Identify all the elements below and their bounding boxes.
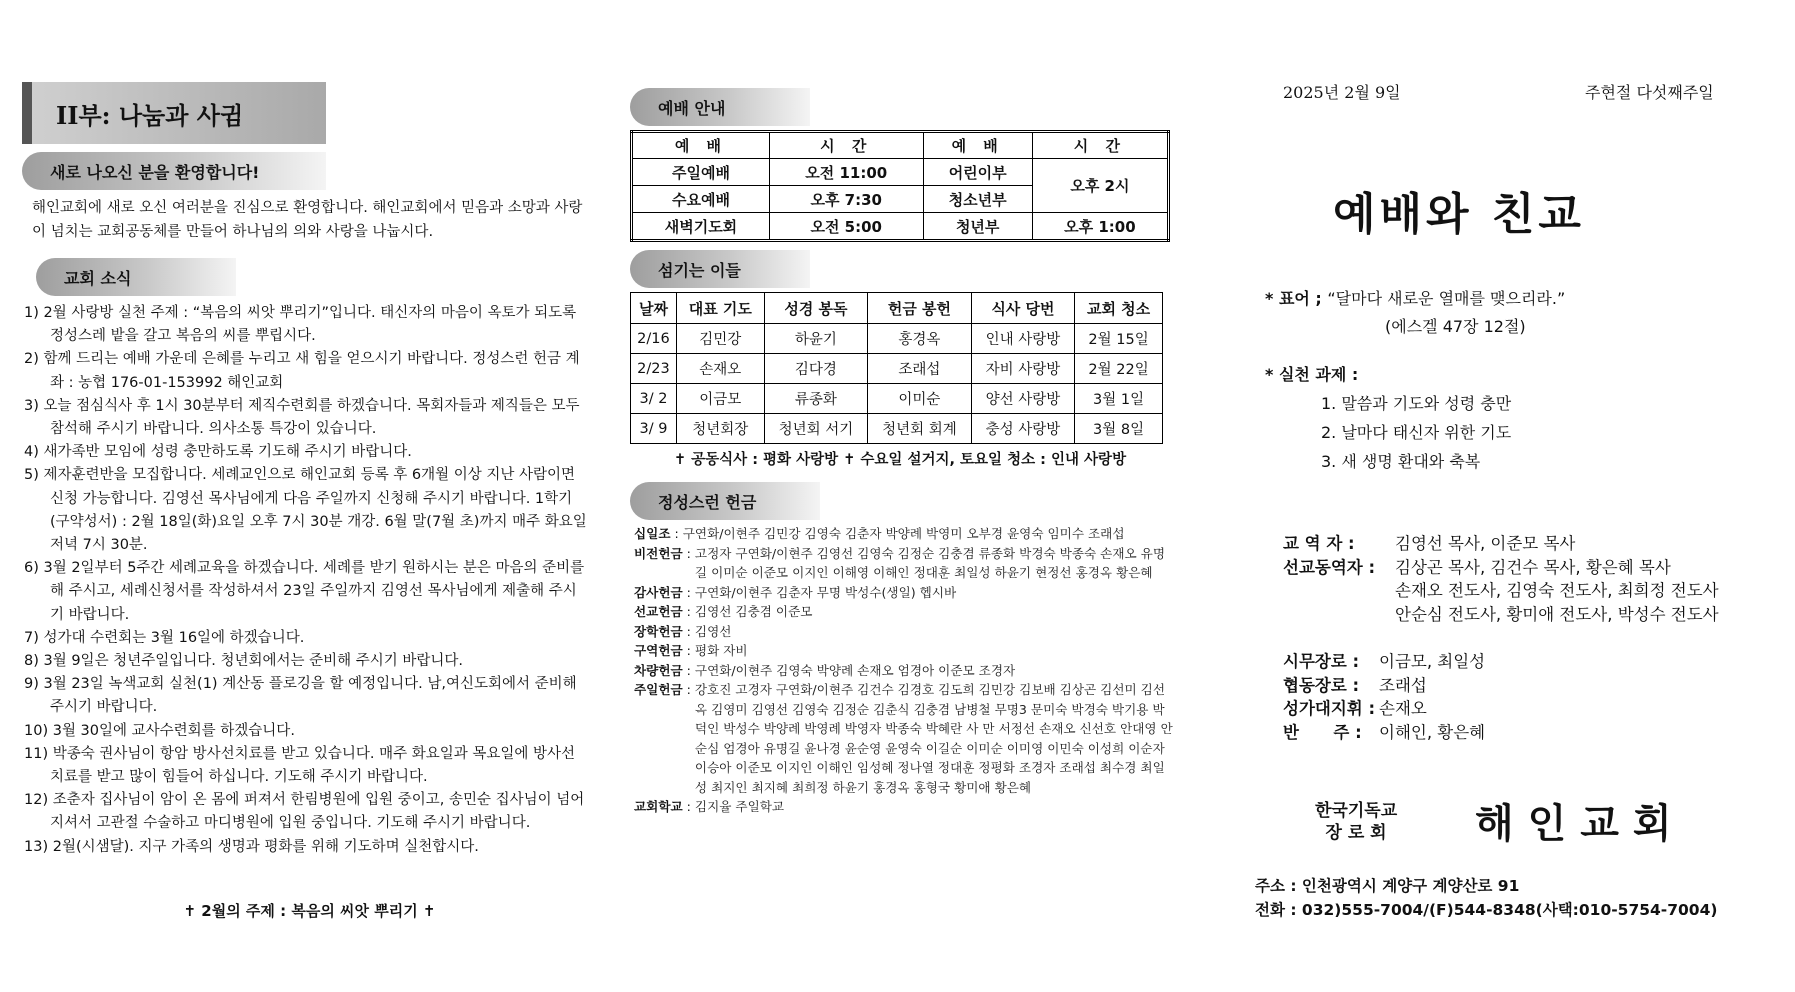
list-item <box>1283 579 1719 603</box>
staff-names: 안순심 전도사, 황미애 전도사, 박성수 전도사 <box>1395 604 1719 624</box>
worship-header: 시 간 <box>769 132 923 159</box>
staff-role: 교 역 자 : <box>1283 534 1355 553</box>
servers-cell: 충성 사랑방 <box>971 414 1074 444</box>
list-item <box>1283 650 1485 674</box>
news-item: 7) 성가대 수련회는 3월 16일에 하겠습니다. <box>24 629 305 646</box>
bulletin-date: 2025년 2월 9일 <box>1283 83 1401 102</box>
tasks-label: * 실천 과제 : <box>1265 365 1359 384</box>
list-item: 장학헌금 : 김영선 <box>634 622 1174 642</box>
news-item: 1) 2월 사랑방 실천 주제 : “복음의 씨앗 뿌리기”입니다. 태신자의 마음이 옥토가 되도록 정성스레 밭을 갈고 복음의 씨를 뿌립시다. <box>24 305 577 345</box>
servers-cell: 홍경옥 <box>868 324 971 354</box>
news-item: 4) 새가족반 모임에 성령 충만하도록 기도해 주시기 바랍니다. <box>24 444 412 461</box>
offering-label: 십일조 <box>634 526 671 541</box>
welcome-text: 해인교회에 새로 오신 여러분을 진심으로 환영합니다. 해인교회에서 믿음과 소망과 사랑이 넘치는 교회공동체를 만들어 하나님의 의와 사랑을 나눕시다. <box>32 200 583 240</box>
servers-cell: 청년회장 <box>676 414 764 444</box>
offering-label: 감사헌금 <box>634 584 683 600</box>
staff-role: 선교동역자 : <box>1283 557 1376 577</box>
list-item: 비전헌금 : 고정자 구연화/이현주 김영선 김영숙 김정순 김충겸 류종화 박경숙 박종숙 손재오 유명길 이미순 이준모 이지인 이해영 이해인 정대훈 최일성 하윤기 현정선 홍경옥 황은혜 <box>634 544 1174 583</box>
servers-cell: 3/ 2 <box>631 384 677 414</box>
servers-cell: 자비 사랑방 <box>971 354 1074 384</box>
news-item: 11) 박종숙 권사님이 항암 방사선치료를 받고 있습니다. 매주 화요일과 목요일에 방사선 치료를 받고 많이 힘들어 하십니다. 기도해 주시기 바랍니다. <box>24 745 576 786</box>
list-item: 감사헌금 : 구연화/이현주 김춘자 무명 박성수(생일) 헵시바 <box>634 583 1174 603</box>
offering-names: 평화 자비 <box>694 643 748 658</box>
servers-header: 날짜 <box>631 293 677 324</box>
worship-cell: 오전 5:00 <box>769 213 923 241</box>
servers-header: 대표 기도 <box>676 293 764 324</box>
list-item: 구역헌금 : 평화 자비 <box>634 641 1174 661</box>
denomination <box>1315 800 1397 844</box>
worship-cell: 새벽기도회 <box>632 213 770 241</box>
motto-reference: (에스겔 47장 12절) <box>1385 317 1526 336</box>
news-item: 5) 제자훈련반을 모집합니다. 세례교인으로 해인교회 등록 후 6개월 이상 지난 사람이면 신청 가능합니다. 김영선 목사님에게 다음 주일까지 신청해 주시기 바랍니다. 1학기(구약성서) : 2월 18일(화)요일 오후 7시 30분 개강. 6월 말(7월 초)까지 매주 화요일 저녁 7시 30분. <box>24 467 587 554</box>
servers-cell: 하윤기 <box>764 324 867 354</box>
elder-role: 협동장로 : <box>1283 675 1360 695</box>
worship-heading: 예배 안내 <box>630 88 810 126</box>
theme-footer: ✝ 2월의 주제 : 복음의 씨앗 뿌리기 ✝ <box>183 902 436 920</box>
servers-cell: 3월 8일 <box>1075 414 1163 444</box>
worship-cell: 오후 1:00 <box>1032 213 1168 241</box>
offering-label: 장학헌금 <box>634 623 683 639</box>
offering-heading: 정성스런 헌금 <box>630 482 820 520</box>
worship-header: 예 배 <box>923 132 1032 159</box>
servers-cell: 청년회 서기 <box>764 414 867 444</box>
staff-role <box>1283 579 1395 603</box>
staff-names: 손재오 전도사, 김영숙 전도사, 최희정 전도사 <box>1395 581 1719 600</box>
offering-names: 구연화/이현주 김춘자 무명 박성수(생일) 헵시바 <box>694 584 957 600</box>
worship-cell: 오후 2시 <box>1032 159 1168 213</box>
servers-header: 헌금 봉헌 <box>868 293 971 324</box>
worship-cell: 오후 7:30 <box>769 186 923 213</box>
servers-cell: 이미순 <box>868 384 971 414</box>
church-address: 주소 : 인천광역시 계양구 계양산로 91 <box>1255 877 1520 895</box>
worship-cell: 청소년부 <box>923 186 1032 213</box>
staff-names: 김상곤 목사, 김건수 목사, 황은혜 목사 <box>1395 557 1671 577</box>
denomination-line-1: 한국기독교 <box>1315 801 1398 821</box>
news-heading: 교회 소식 <box>36 258 236 296</box>
list-item <box>1283 697 1485 721</box>
list-item <box>1283 556 1719 580</box>
servers-heading: 섬기는 이들 <box>630 250 810 288</box>
news-item: 9) 3월 23일 녹색교회 실천(1) 계산동 플로깅을 할 예정입니다. 남,여신도회에서 준비해 주시기 바랍니다. <box>24 676 577 716</box>
offering-names: 김영선 김충겸 이준모 <box>694 604 813 619</box>
servers-cell: 2/23 <box>631 354 677 384</box>
servers-cell: 류종화 <box>764 384 867 414</box>
offering-names: 김영선 <box>694 623 732 639</box>
worship-header: 예 배 <box>632 132 770 159</box>
offering-names: 강호진 고경자 구연화/이현주 김건수 김경호 김도희 김민강 김보배 김상곤 김선미 김선옥 김영미 김영선 김영숙 김정순 김춘식 김충겸 남병철 무명3 문미숙 박경숙 박기용 박덕인 박성수 박양례 박영례 박영자 박종숙 박혜란 사 만 서정선 손재오 신선호 안대영 안순심 엄경아 유명길 윤나경 윤순영 윤영숙 이길순 이미순 이미영 이민숙 이성희 이순자 이승아 이준모 이지인 이해인 임성혜 정나열 정대훈 정평화 조경자 조래섭 최수경 최일성 최지인 최지혜 최희정 하윤기 홍경옥 홍형국 황미애 황은혜 <box>694 682 1173 795</box>
liturgical-season: 주현절 다섯째주일 <box>1585 83 1714 102</box>
servers-cell: 양선 사랑방 <box>971 384 1074 414</box>
offering-label: 구역헌금 <box>634 643 683 658</box>
offering-names: 고정자 구연화/이현주 김영선 김영숙 김정순 김충겸 류종화 박경숙 박종숙 손재오 유명길 이미순 이준모 이지인 이해영 이해인 정대훈 최일성 하윤기 현정선 홍경옥 황은혜 <box>694 545 1165 580</box>
table-row <box>631 384 1163 414</box>
servers-cell: 2월 22일 <box>1075 354 1163 384</box>
servers-cell: 2/16 <box>631 324 677 354</box>
list-item <box>1283 603 1719 627</box>
worship-cell: 주일예배 <box>632 159 770 186</box>
worship-cell: 수요예배 <box>632 186 770 213</box>
list-item: 교회학교 : 김지율 주일학교 <box>634 797 1174 817</box>
news-item: 12) 조춘자 집사님이 암이 온 몸에 퍼져서 한림병원에 입원 중이고, 송민순 집사님이 넘어지셔서 고관절 수술하고 마디병원에 입원 중입니다. 기도해 주시기 바랍니다. <box>24 792 585 832</box>
worship-cell: 오전 11:00 <box>769 159 923 186</box>
list-item: 선교헌금 : 김영선 김충겸 이준모 <box>634 602 1174 622</box>
church-name: 해인교회 <box>1475 801 1686 847</box>
servers-header: 교회 청소 <box>1075 293 1163 324</box>
part-title: II부: 나눔과 사귐 <box>22 82 326 144</box>
news-item: 8) 3월 9일은 청년주일입니다. 청년회에서는 준비해 주시기 바랍니다. <box>24 653 463 670</box>
offering-names: 구연화/이현주 김민강 김영숙 김춘자 박양례 박영미 오부경 윤영숙 임미수 조래섭 <box>682 526 1125 541</box>
task-item: 1. 말씀과 기도와 성령 충만 <box>1321 394 1512 413</box>
news-list <box>24 302 589 859</box>
table-row <box>631 414 1163 444</box>
offering-label: 교회학교 <box>634 799 683 814</box>
staff-list <box>1283 532 1719 626</box>
offering-label: 비전헌금 <box>634 545 683 561</box>
church-phone: 전화 : 032)555-7004/(F)544-8348(사택:010-5754-7004) <box>1255 901 1718 919</box>
elder-names: 손재오 <box>1379 699 1427 718</box>
task-item: 3. 새 생명 환대와 축복 <box>1321 452 1481 471</box>
servers-header: 식사 당번 <box>971 293 1074 324</box>
denomination-line-2: 장 로 회 <box>1325 823 1387 843</box>
list-item <box>1283 532 1719 556</box>
table-row <box>631 324 1163 354</box>
servers-cell: 이금모 <box>676 384 764 414</box>
servers-cell: 김다경 <box>764 354 867 384</box>
worship-table <box>630 130 1170 242</box>
servers-cell: 청년회 회계 <box>868 414 971 444</box>
elders-list <box>1283 650 1485 744</box>
elder-names: 이해인, 황은혜 <box>1379 722 1486 742</box>
task-item: 2. 날마다 태신자 위한 기도 <box>1321 423 1512 442</box>
elder-names: 조래섭 <box>1379 675 1427 695</box>
news-item: 10) 3월 30일에 교사수련회를 하겠습니다. <box>24 722 295 739</box>
news-item: 6) 3월 2일부터 5주간 세례교육을 하겠습니다. 세례를 받기 원하시는 분은 마음의 준비를 해 주시고, 세례신청서를 작성하셔서 23일 주일까지 김영선 목사님에게 제출해 주시기 바랍니다. <box>24 560 585 623</box>
motto-label: * 표어 ; <box>1265 289 1328 308</box>
list-item: 차량헌금 : 구연화/이현주 김영숙 박양례 손재오 엄경아 이준모 조경자 <box>634 661 1174 681</box>
servers-note: ✝ 공동식사 : 평화 사랑방 ✝ 수요일 설거지, 토요일 청소 : 인내 사랑방 <box>673 452 1127 468</box>
worship-header: 시 간 <box>1032 132 1168 159</box>
servers-cell: 인내 사랑방 <box>971 324 1074 354</box>
staff-role <box>1283 603 1395 627</box>
offering-names: 김지율 주일학교 <box>694 799 785 814</box>
servers-header: 성경 봉독 <box>764 293 867 324</box>
servers-cell: 조래섭 <box>868 354 971 384</box>
motto <box>1265 286 1565 309</box>
worship-cell: 청년부 <box>923 213 1032 241</box>
servers-cell: 2월 15일 <box>1075 324 1163 354</box>
news-item: 3) 오늘 점심식사 후 1시 30분부터 제직수련회를 하겠습니다. 목회자들과 제직들은 모두 참석해 주시기 바랍니다. 의사소통 특강이 있습니다. <box>24 397 580 438</box>
motto-text: “달마다 새로운 열매를 맺으리라.” <box>1327 289 1566 308</box>
offering-label: 차량헌금 <box>634 662 683 678</box>
list-item <box>1283 721 1485 745</box>
list-item: 십일조 : 구연화/이현주 김민강 김영숙 김춘자 박양례 박영미 오부경 윤영숙 임미수 조래섭 <box>634 524 1174 544</box>
elder-role: 시무장로 : <box>1283 652 1360 671</box>
worship-cell: 어린이부 <box>923 159 1032 186</box>
elder-names: 이금모, 최일성 <box>1379 652 1486 671</box>
offering-list <box>634 524 1174 817</box>
list-item <box>1283 674 1485 698</box>
elder-role: 성가대지휘 : <box>1283 699 1376 718</box>
staff-names: 김영선 목사, 이준모 목사 <box>1395 534 1576 553</box>
page-title: 예배와 친교 <box>1333 189 1585 240</box>
list-item: 주일헌금 : 강호진 고경자 구연화/이현주 김건수 김경호 김도희 김민강 김보배 김상곤 김선미 김선옥 김영미 김영선 김영숙 김정순 김춘식 김충겸 남병철 무명3 문미숙 박경숙 박기용 박덕인 박성수 박양례 박영례 박영자 박종숙 박혜란 사 만 서정선 손재오 신선호 안대영 안순심 엄경아 유명길 윤나경 윤순영 윤영숙 이길순 이미순 이미영 이민숙 이성희 이순자 이승아 이준모 이지인 이해인 임성혜 정나열 정대훈 정평화 조경자 조래섭 최수경 최일성 최지인 최지혜 최희정 하윤기 홍경옥 홍형국 황미애 황은혜 <box>634 680 1174 797</box>
elder-role: 반 주 : <box>1283 722 1362 742</box>
servers-table <box>630 292 1163 444</box>
offering-names: 구연화/이현주 김영숙 박양례 손재오 엄경아 이준모 조경자 <box>694 662 1016 678</box>
news-item: 2) 함께 드리는 예배 가운데 은혜를 누리고 새 힘을 얻으시기 바랍니다. 정성스런 헌금 계좌 : 농협 176-01-153992 해인교회 <box>24 351 580 391</box>
servers-cell: 3/ 9 <box>631 414 677 444</box>
servers-cell: 김민강 <box>676 324 764 354</box>
offering-label: 선교헌금 <box>634 604 683 619</box>
news-item: 13) 2월(시샘달). 지구 가족의 생명과 평화를 위해 기도하며 실천합시다. <box>24 838 479 855</box>
servers-cell: 3월 1일 <box>1075 384 1163 414</box>
welcome-heading: 새로 나오신 분을 환영합니다! <box>22 152 326 190</box>
servers-cell: 손재오 <box>676 354 764 384</box>
table-row <box>631 354 1163 384</box>
offering-label: 주일헌금 <box>634 682 683 697</box>
